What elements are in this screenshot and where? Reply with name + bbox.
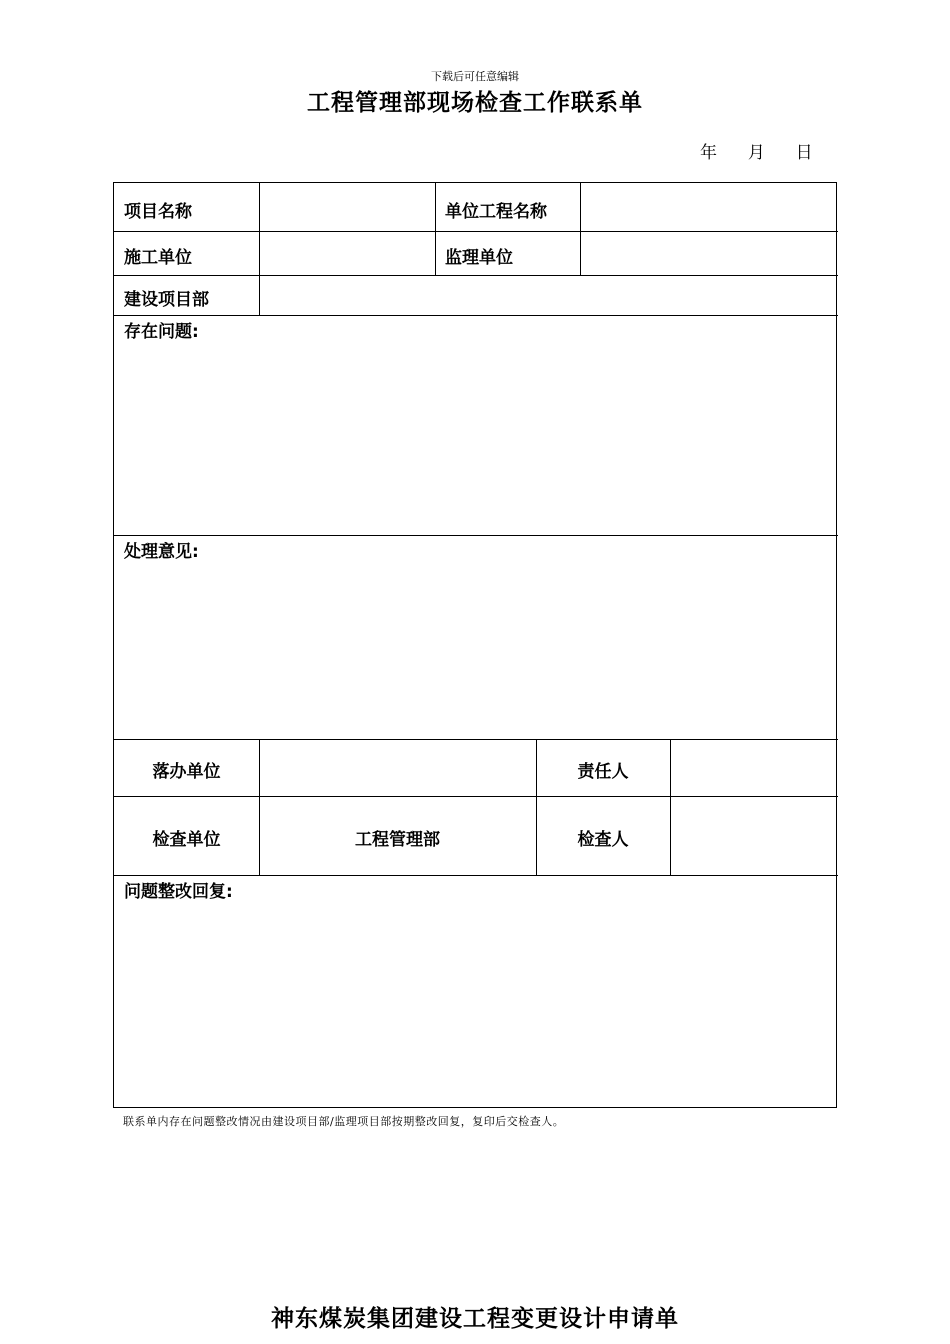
responsible-person-label: 责任人 — [577, 762, 629, 782]
problems-label: 存在问题: — [124, 322, 199, 342]
construction-unit-field[interactable] — [260, 232, 434, 274]
row-divider — [114, 875, 838, 876]
responsible-person-field[interactable] — [671, 740, 836, 795]
construction-project-dept-field[interactable] — [260, 276, 836, 314]
unit-project-name-field[interactable] — [581, 184, 836, 230]
problems-field[interactable] — [115, 343, 836, 533]
construction-unit-label: 施工单位 — [124, 248, 192, 268]
supervision-unit-label: 监理单位 — [445, 248, 513, 268]
supervision-unit-field[interactable] — [581, 232, 836, 274]
project-name-label: 项目名称 — [124, 202, 192, 222]
contact-form-table — [113, 182, 837, 1108]
date-line — [700, 138, 813, 163]
rectification-reply-field[interactable] — [115, 903, 836, 1106]
inspector-label: 检查人 — [577, 830, 629, 850]
footnote: 联系单内存在问题整改情况由建设项目部/监理项目部按期整改回复，复印后交检查人。 — [123, 1115, 565, 1128]
top-note: 下载后可任意编辑 — [431, 70, 519, 83]
inspector-field[interactable] — [671, 797, 836, 874]
page-title: 工程管理部现场检查工作联系单 — [307, 89, 643, 116]
handling-opinion-label: 处理意见: — [124, 542, 199, 562]
date-day: 日 — [795, 143, 813, 163]
responsible-unit-label: 落办单位 — [152, 762, 221, 782]
col-divider — [435, 183, 436, 275]
inspection-unit-label: 检查单位 — [152, 830, 221, 850]
construction-project-dept-label: 建设项目部 — [124, 290, 209, 310]
next-form-title: 神东煤炭集团建设工程变更设计申请单 — [271, 1305, 679, 1332]
date-year: 年 — [700, 143, 717, 163]
responsible-unit-field[interactable] — [260, 740, 535, 795]
project-name-field[interactable] — [260, 184, 434, 230]
date-month: 月 — [747, 143, 765, 163]
handling-opinion-field[interactable] — [115, 563, 836, 737]
inspection-unit-value: 工程管理部 — [355, 830, 440, 850]
unit-project-name-label: 单位工程名称 — [445, 202, 547, 222]
rectification-reply-label: 问题整改回复: — [124, 882, 233, 902]
row-divider — [114, 535, 838, 536]
row-divider — [114, 315, 838, 316]
